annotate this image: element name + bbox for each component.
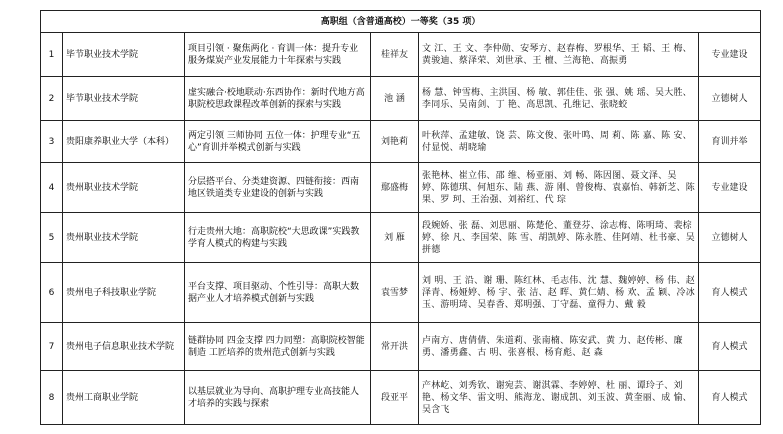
- school-name: 贵州电子科技职业学院: [63, 263, 185, 323]
- table-row: [41, 323, 761, 371]
- project-title: 行走贵州大地：高职院校“大思政课”实践教学育人模式的构建与实践: [185, 213, 371, 263]
- team-members: 刘 明、王 沿、谢 珊、陈红林、毛志伟、沈 慧、魏婷婷、杨 伟、赵泽青、杨娅婷、杨 宇、张 洁、赵 晖、黄仁婧、杨 欢、孟 颖、冷冰玉、游明琦、吴春香、郑明强、丁守磊、童得力、戴 毅: [419, 263, 699, 323]
- team-members: 段婉娇、张 磊、刘思丽、陈楚伦、董登芬、涂志梅、陈明琦、裴棕婷、徐 凡、李国荣、陈 雪、胡凯婷、陈永胜、佳阿靖、杜书豪、吴拼德: [419, 213, 699, 263]
- school-name: 贵州职业技术学院: [63, 213, 185, 263]
- team-members: 产林屹、刘秀钦、谢宛芸、谢淇霖、李婷婷、杜 丽、谭玲子、刘 艳、杨文华、雷文明、熊海龙、谢成凯、刘玉波、黄奎丽、成 愉、吴含飞: [419, 371, 699, 425]
- award-category: 育人模式: [699, 371, 761, 425]
- row-number: 6: [41, 263, 63, 323]
- project-title: 链群协同 四金支撑 四力同塑：高职院校智能制造 工匠培养的贵州范式创新与实践: [185, 323, 371, 371]
- row-number: 7: [41, 323, 63, 371]
- project-title: 两定引领 三师协同 五位一体：护理专业“五心”育训并举模式创新与实践: [185, 121, 371, 163]
- school-name: 贵州电子信息职业技术学院: [63, 323, 185, 371]
- team-members: 卢南方、唐倩倩、朱道莉、张南楠、陈安武、黄 力、赵传彬、廉 勇、潘勇鑫、古 明、张喜根、杨育彪、赵 森: [419, 323, 699, 371]
- school-name: 贵阳康养职业大学（本科）: [63, 121, 185, 163]
- project-leader: 袁雪梦: [371, 263, 419, 323]
- table-row: [41, 77, 761, 121]
- row-number: 5: [41, 213, 63, 263]
- row-number: 1: [41, 33, 63, 77]
- project-leader: 鄢盛梅: [371, 163, 419, 213]
- row-number: 4: [41, 163, 63, 213]
- row-number: 8: [41, 371, 63, 425]
- award-category: 育训并举: [699, 121, 761, 163]
- project-leader: 常开洪: [371, 323, 419, 371]
- table-row: [41, 263, 761, 323]
- table-row: [41, 33, 761, 77]
- award-category: 专业建设: [699, 33, 761, 77]
- award-category: 立德树人: [699, 213, 761, 263]
- project-title: 以基层就业为导向、高职护理专业高技能人才培养的实践与探索: [185, 371, 371, 425]
- project-title: 分层搭平台、分类建资源、四链衔接：西南地区铁道类专业建设的创新与实践: [185, 163, 371, 213]
- table-row: [41, 163, 761, 213]
- team-members: 文 江、王 文、李仲勋、安琴方、赵春梅、罗根华、王 韬、王 梅、黄骏迪、蔡泽荣、刘世承、王 檀、兰海艳、高振勇: [419, 33, 699, 77]
- project-leader: 段亚平: [371, 371, 419, 425]
- award-category: 育人模式: [699, 263, 761, 323]
- project-leader: 池 涵: [371, 77, 419, 121]
- award-category: 立德树人: [699, 77, 761, 121]
- table-row: [41, 371, 761, 425]
- team-members: 杨 慧、钟雪梅、主洪国、杨 敏、郭佳佳、张 强、姚 瑶、吴大胜、 李同乐、吴南剑、丁 艳、高思凯、孔维记、张晓蛟: [419, 77, 699, 121]
- project-title: 虚实融合·校地联动·东西协作：新时代地方高职院校思政课程改革创新的探索与实践: [185, 77, 371, 121]
- project-leader: 刘 雁: [371, 213, 419, 263]
- team-members: 叶秋萍、孟建敏、饶 芸、陈文俊、张叶鸣、周 莉、陈 嘉、陈 安、付显悦、胡晓瑜: [419, 121, 699, 163]
- school-name: 贵州工商职业学院: [63, 371, 185, 425]
- table-title-row: [41, 11, 761, 33]
- row-number: 3: [41, 121, 63, 163]
- team-members: 张艳林、崔立伟、邵 维、杨亚丽、刘 畅、陈因图、聂文泽、吴 婷、陈德琪、何旭东、陆 燕、游 刚、曾俊梅、袁嘉怡、韩新芝、陈 果、罗 珂、王治强、刘裕红、代 琮: [419, 163, 699, 213]
- project-leader: 桂祥友: [371, 33, 419, 77]
- row-number: 2: [41, 77, 63, 121]
- school-name: 毕节职业技术学院: [63, 77, 185, 121]
- project-title: 项目引领 · 聚焦两化 · 育训一体：提升专业服务煤炭产业发展能力十年探索与实践: [185, 33, 371, 77]
- school-name: 贵州职业技术学院: [63, 163, 185, 213]
- award-table: [40, 10, 761, 425]
- table-row: [41, 213, 761, 263]
- project-title: 平台支撑、项目驱动、个性引导：高职大数据产业人才培养模式创新与实践: [185, 263, 371, 323]
- award-category: 专业建设: [699, 163, 761, 213]
- project-leader: 刘艳莉: [371, 121, 419, 163]
- award-category: 育人模式: [699, 323, 761, 371]
- table-row: [41, 121, 761, 163]
- table-title: 高职组（含普通高校）一等奖（35 项）: [41, 11, 761, 33]
- school-name: 毕节职业技术学院: [63, 33, 185, 77]
